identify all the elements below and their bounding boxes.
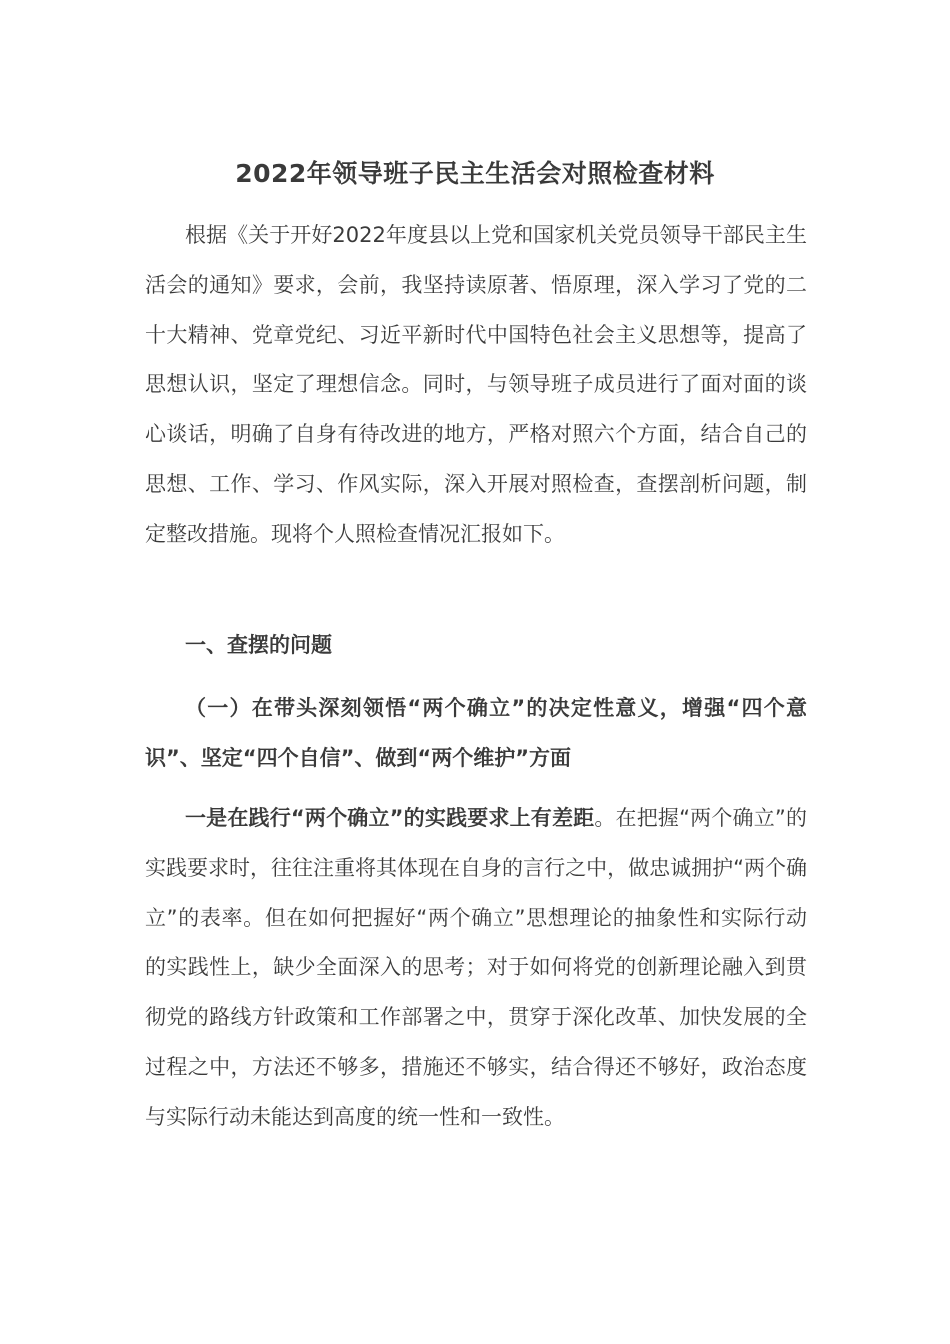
- section-heading: 一、查摆的问题: [185, 633, 332, 657]
- point-lead: 一是在践行“两个确立”的实践要求上有差距: [185, 806, 595, 830]
- point-body: 。在把握“两个确立”的实践要求时，往往注重将其体现在自身的言行之中，做忠诚拥护“两个确立”的表率。但在如何把握好“两个确立”思想理论的抽象性和实际行动的实践性上，缺少全面深入的思考；对于如何将党的创新理论融入到贯彻党的路线方针政策和工作部署之中，贯穿于深化改革、加快发展的全过程之中，方法还不够多，措施还不够实，结合得还不够好，政治态度与实际行动未能达到高度的统一性和一致性。: [145, 806, 807, 1129]
- intro-paragraph: 根据《关于开好2022年度县以上党和国家机关党员领导干部民主生活会的通知》要求，会前，我坚持读原著、悟原理，深入学习了党的二十大精神、党章党纪、习近平新时代中国特色社会主义思想等，提高了思想认识，坚定了理想信念。同时，与领导班子成员进行了面对面的谈心谈话，明确了自身有待改进的地方，严格对照六个方面，结合自己的思想、工作、学习、作风实际，深入开展对照检查，查摆剖析问题，制定整改措施。现将个人照检查情况汇报如下。: [145, 223, 807, 546]
- document-title: 2022年领导班子民主生活会对照检查材料: [235, 159, 715, 188]
- subsection-heading: （一）在带头深刻领悟“两个确立”的决定性意义，增强“四个意识”、坚定“四个自信”、做到“两个维护”方面: [145, 696, 807, 770]
- point-paragraph: [145, 794, 807, 1143]
